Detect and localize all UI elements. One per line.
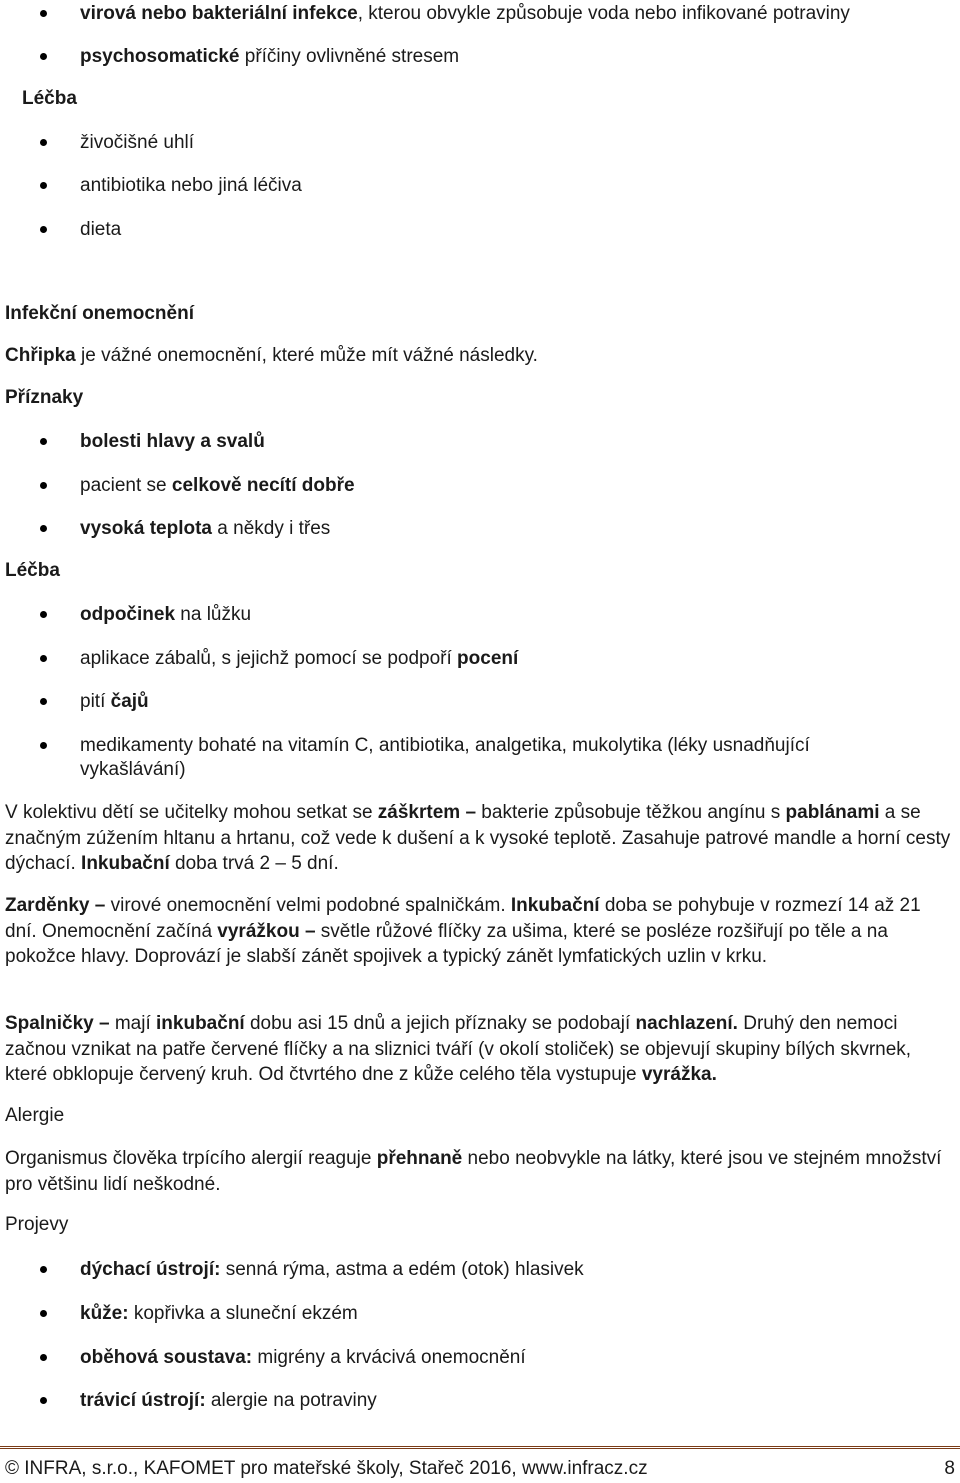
bullet-icon [40,1354,47,1361]
bullet-icon [40,139,47,146]
list-item: virová nebo bakteriální infekce, kterou obvykle způsobuje voda nebo infikované potraviny [80,3,850,24]
list-item: živočišné uhlí [80,132,195,153]
list-item: pacient se celkově necítí dobře [80,475,355,496]
list-item: aplikace zábalů, s jejichž pomocí se podpoří pocení [80,648,519,669]
section-heading: Infekční onemocnění [5,303,194,324]
bullet-icon [40,226,47,233]
bullet-icon [40,698,47,705]
section-heading: Léčba [5,560,60,581]
paragraph: Chřipka je vážné onemocnění, které může mít vážné následky. [5,345,538,366]
bullet-icon [40,10,47,17]
bullet-icon [40,742,47,749]
list-item: pití čajů [80,691,149,712]
bullet-icon [40,53,47,60]
section-heading: Alergie [5,1105,65,1126]
list-item: odpočinek na lůžku [80,604,252,625]
bullet-icon [40,655,47,662]
list-item: trávicí ústrojí: alergie na potraviny [80,1390,377,1411]
bullet-icon [40,182,47,189]
paragraph-diphtheria: V kolektivu dětí se učitelky mohou setkat se záškrtem – bakterie způsobuje těžkou angínu s pablánami a se značným zúžením hltanu a hrtanu, což vede k dušení a k vysoké teplotě. Zasahuje patrové mandle a horní cesty dýchací. Inkubační doba trvá 2 – 5 dní. [5,802,951,874]
footer-divider [0,1446,960,1449]
list-item: kůže: kopřivka a sluneční ekzém [80,1303,358,1324]
bullet-icon [40,1397,47,1404]
list-item: dieta [80,219,122,240]
page-number: 8 [944,1458,955,1479]
paragraph-measles: Spalničky – mají inkubační dobu asi 15 dnů a jejich příznaky se podobají nachlazení. Druhý den nemoci začnou vznikat na patře červené flíčky a na sliznici tváří (v okolí stoliček) se objevují skupiny bílých skvrnek, které obklopuje červený kruh. Od čtvrtého dne z kůže celého těla vystupuje vyrážka. [5,1013,912,1085]
bullet-icon [40,1310,47,1317]
section-heading: Příznaky [5,387,84,408]
section-heading: Projevy [5,1214,69,1235]
list-item: antibiotika nebo jiná léčiva [80,175,302,196]
bullet-icon [40,482,47,489]
bullet-icon [40,438,47,445]
bullet-icon [40,525,47,532]
list-item: psychosomatické příčiny ovlivněné stresem [80,46,460,67]
paragraph-allergy: Organismus člověka trpícího alergií reaguje přehnaně nebo neobvykle na látky, které jsou ve stejném množství pro většinu lidí neškodné. [5,1148,942,1195]
list-item: vysoká teplota a někdy i třes [80,518,331,539]
bullet-icon [40,611,47,618]
list-item: oběhová soustava: migrény a krvácivá onemocnění [80,1347,526,1368]
list-item: dýchací ústrojí: senná rýma, astma a edém (otok) hlasivek [80,1259,584,1280]
bullet-icon [40,1266,47,1273]
footer-text: © INFRA, s.r.o., KAFOMET pro mateřské školy, Stařeč 2016, www.infracz.cz [5,1458,648,1479]
paragraph-rubella: Zarděnky – virové onemocnění velmi podobné spalničkám. Inkubační doba se pohybuje v rozmezí 14 až 21 dní. Onemocnění začíná vyrážkou – světle růžové flíčky za ušima, které se posléze rozšiřují po těle a na pokožce hlavy. Doprovází je slabší zánět spojivek a typický zánět lymfatických uzlin v krku. [5,895,921,967]
list-item: medikamenty bohaté na vitamín C, antibiotika, analgetika, mukolytika (léky usnadňující vykašlávání) [80,735,810,780]
section-heading: Léčba [22,88,77,109]
list-item: bolesti hlavy a svalů [80,431,265,452]
